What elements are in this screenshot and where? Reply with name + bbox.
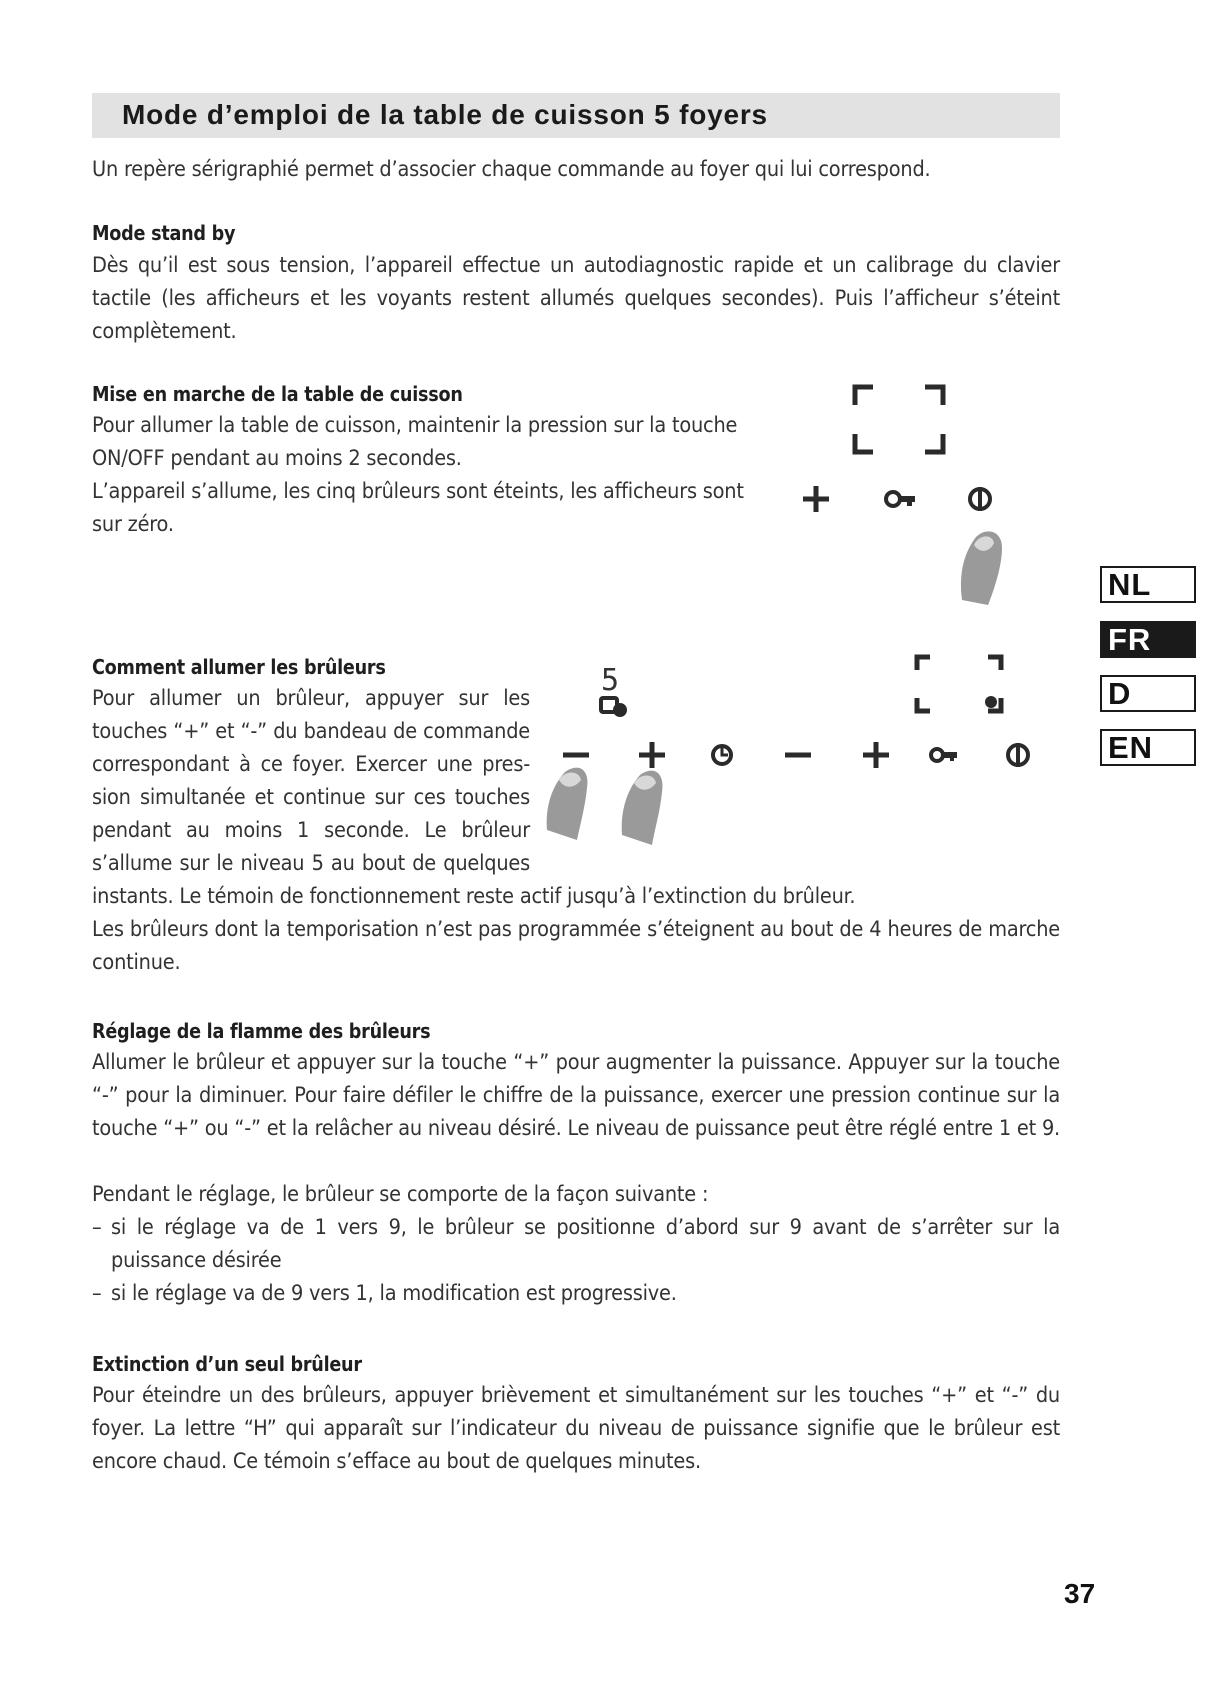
finger-icon	[622, 771, 663, 845]
burner-indicator-icon	[601, 698, 625, 715]
burners-line: correspondant à ce foyer. Exercer une pres-	[92, 752, 530, 777]
start-body	[92, 409, 772, 541]
lang-tab-en[interactable]: EN	[1100, 729, 1196, 766]
finger-icon	[547, 768, 588, 840]
list-item	[92, 1211, 1060, 1277]
flame-para2: Pendant le réglage, le brûleur se comporte de la façon suivante :	[92, 1182, 709, 1207]
page-title: Mode d’emploi de la table de cuisson 5 foyers	[122, 99, 768, 130]
burners-line: touches “+” et “-” du bandeau de commande	[92, 719, 530, 744]
intro-text: Un repère sérigraphié permet d’associer chaque commande au foyer qui lui correspond.	[92, 157, 931, 182]
page-number: 37	[1064, 1578, 1096, 1609]
off-body: Pour éteindre un des brûleurs, appuyer brièvement et simultanément sur les touches “+” et “-” du foyer. La lettre “H” qui apparaît sur l’indicateur du niveau de puissance signifie que le brûleur est encore chaud. Ce témoin s’efface au bout de quelques minutes.	[92, 1383, 1060, 1474]
flame-heading: Réglage de la flamme des brûleurs	[92, 1019, 431, 1043]
power-icon	[1008, 743, 1028, 767]
flame-bullet	[92, 1211, 1060, 1277]
burners-line: sion simultanée et continue sur ces touches	[92, 785, 530, 810]
burners-line-full: instants. Le témoin de fonctionnement reste actif jusqu’à l’extinction du brûleur.	[92, 884, 856, 909]
plus-icon	[639, 742, 665, 768]
plus-icon	[863, 742, 889, 768]
flame-bullet	[92, 1277, 1060, 1310]
lock-key-icon	[931, 749, 957, 761]
dash-mark: –	[92, 1215, 102, 1240]
burners-narrow-text	[92, 682, 530, 880]
display-frame-icon	[855, 387, 943, 452]
bullet-text: si le réglage va de 9 vers 1, la modification est progressive.	[111, 1281, 677, 1306]
bullet-text: si le réglage va de 1 vers 9, le brûleur se positionne d’abord sur 9 avant de s’arrêter sur la puissance désirée	[111, 1215, 1060, 1273]
standby-heading: Mode stand by	[92, 221, 236, 245]
display-digit: 5	[601, 663, 620, 698]
standby-body: Dès qu’il est sous tension, l’appareil effectue un autodiagnostic rapide et un calibrage du clavier tactile (les afficheurs et les voyants restent allumés quelques secondes). Puis l’afficheur s’éteint complètement.	[92, 253, 1060, 344]
indicator-dot-icon	[985, 696, 997, 708]
start-line: ON/OFF pendant au moins 2 secondes.	[92, 446, 462, 471]
plus-icon	[803, 486, 829, 512]
off-heading: Extinction d’un seul brûleur	[92, 1352, 362, 1376]
burners-line: s’allume sur le niveau 5 au bout de quelques	[92, 851, 530, 876]
burners-line: pendant au moins 1 seconde. Le brûleur	[92, 818, 530, 843]
lang-tab-d[interactable]: D	[1100, 675, 1196, 712]
flame-para1: Allumer le brûleur et appuyer sur la touche “+” pour augmenter la puissance. Appuyer sur la touche “-” pour la diminuer. Pour faire défiler le chiffre de la puissance, exercer une pression continue sur la touche “+” ou “-” et la relâcher au niveau désiré. Le niveau de puissance peut être réglé entre 1 et 9.	[92, 1050, 1060, 1141]
lang-tab-nl[interactable]: NL	[1100, 566, 1196, 603]
burners-line: Pour allumer un brûleur, appuyer sur les	[92, 686, 530, 711]
control-panel-figure-burner	[545, 640, 1045, 850]
power-icon	[970, 487, 990, 511]
burners-heading: Comment allumer les brûleurs	[92, 655, 386, 679]
lock-key-icon	[886, 492, 915, 506]
start-line: L’appareil s’allume, les cinq brûleurs sont éteints, les afficheurs sont	[92, 479, 744, 504]
burners-para2: Les brûleurs dont la temporisation n’est pas programmée s’éteignent au bout de 4 heures de marche continue.	[92, 917, 1060, 975]
control-panel-figure-on	[780, 380, 1010, 620]
dash-mark: –	[92, 1281, 102, 1306]
lang-tab-fr[interactable]: FR	[1100, 621, 1196, 658]
start-line: Pour allumer la table de cuisson, maintenir la pression sur la touche	[92, 413, 738, 438]
list-item	[92, 1277, 1060, 1310]
start-line: sur zéro.	[92, 512, 174, 537]
finger-icon	[961, 531, 1002, 605]
title-bar	[92, 93, 1060, 138]
timer-icon	[713, 746, 731, 764]
start-heading: Mise en marche de la table de cuisson	[92, 382, 463, 406]
